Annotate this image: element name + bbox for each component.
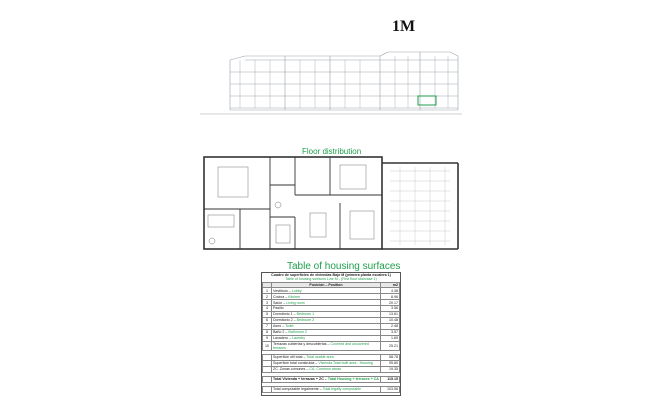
table-row: 5 Dormitorio 1 – Bedroom 1 13.61 <box>263 312 400 318</box>
table-row: 7 Aseo – Toilet 2.48 <box>263 323 400 329</box>
table-row: 6 Dormitorio 2 – Bedroom 2 10.48 <box>263 317 400 323</box>
total-row: Superficie total construida – Vivienda Total built area - Housing 95.80 <box>263 360 400 366</box>
table-row: 8 Baño 2 – Bathroom 2 3.57 <box>263 329 400 335</box>
housing-surfaces-title: Table of housing surfaces <box>287 261 401 272</box>
unit-code: 1M <box>392 18 416 35</box>
table-subtitle: Table of housing surfaces Line M - (First floor staircase 1) <box>285 277 377 282</box>
floor-plan <box>200 155 462 253</box>
table-title: Cuadro de superficies de viviendas Bajo M (primera planta escalera 1) <box>271 273 391 277</box>
highlighted-unit-marker <box>418 96 436 105</box>
table-row: 2 Cocina – Kitchen 8.96 <box>263 294 400 300</box>
table-row: 3 Salón – Living room 20.17 <box>263 300 400 306</box>
table-row: 10 Terrazas cubiertas y descubiertas – Covered and uncovered terraces 25.21 <box>263 341 400 351</box>
column-m2: m2 <box>381 282 400 288</box>
table-row: 9 Lavadero – Laundry 1.69 <box>263 335 400 341</box>
surfaces-table <box>261 272 401 396</box>
table-row: 1 Vestíbulo – Lobby 4.38 <box>263 288 400 294</box>
building-elevation-drawing <box>200 50 462 118</box>
column-position: Posición – Position <box>272 282 381 288</box>
grand-total-row: Total Vivienda + terrazas + ZC – Total Housing + terraces + CA 115.15 <box>263 376 400 382</box>
total-row: ZC. Zonas comunes – CA. Common areas 19.35 <box>263 366 400 372</box>
legal-total-row: Total computable legalmente – Total legally computable 103.56 <box>263 386 400 392</box>
table-row: 4 Pasillo 3.56 <box>263 306 400 312</box>
floor-distribution-title: Floor distribution <box>302 147 362 156</box>
total-row: Superficie útil total – Total usable area 58.78 <box>263 355 400 361</box>
